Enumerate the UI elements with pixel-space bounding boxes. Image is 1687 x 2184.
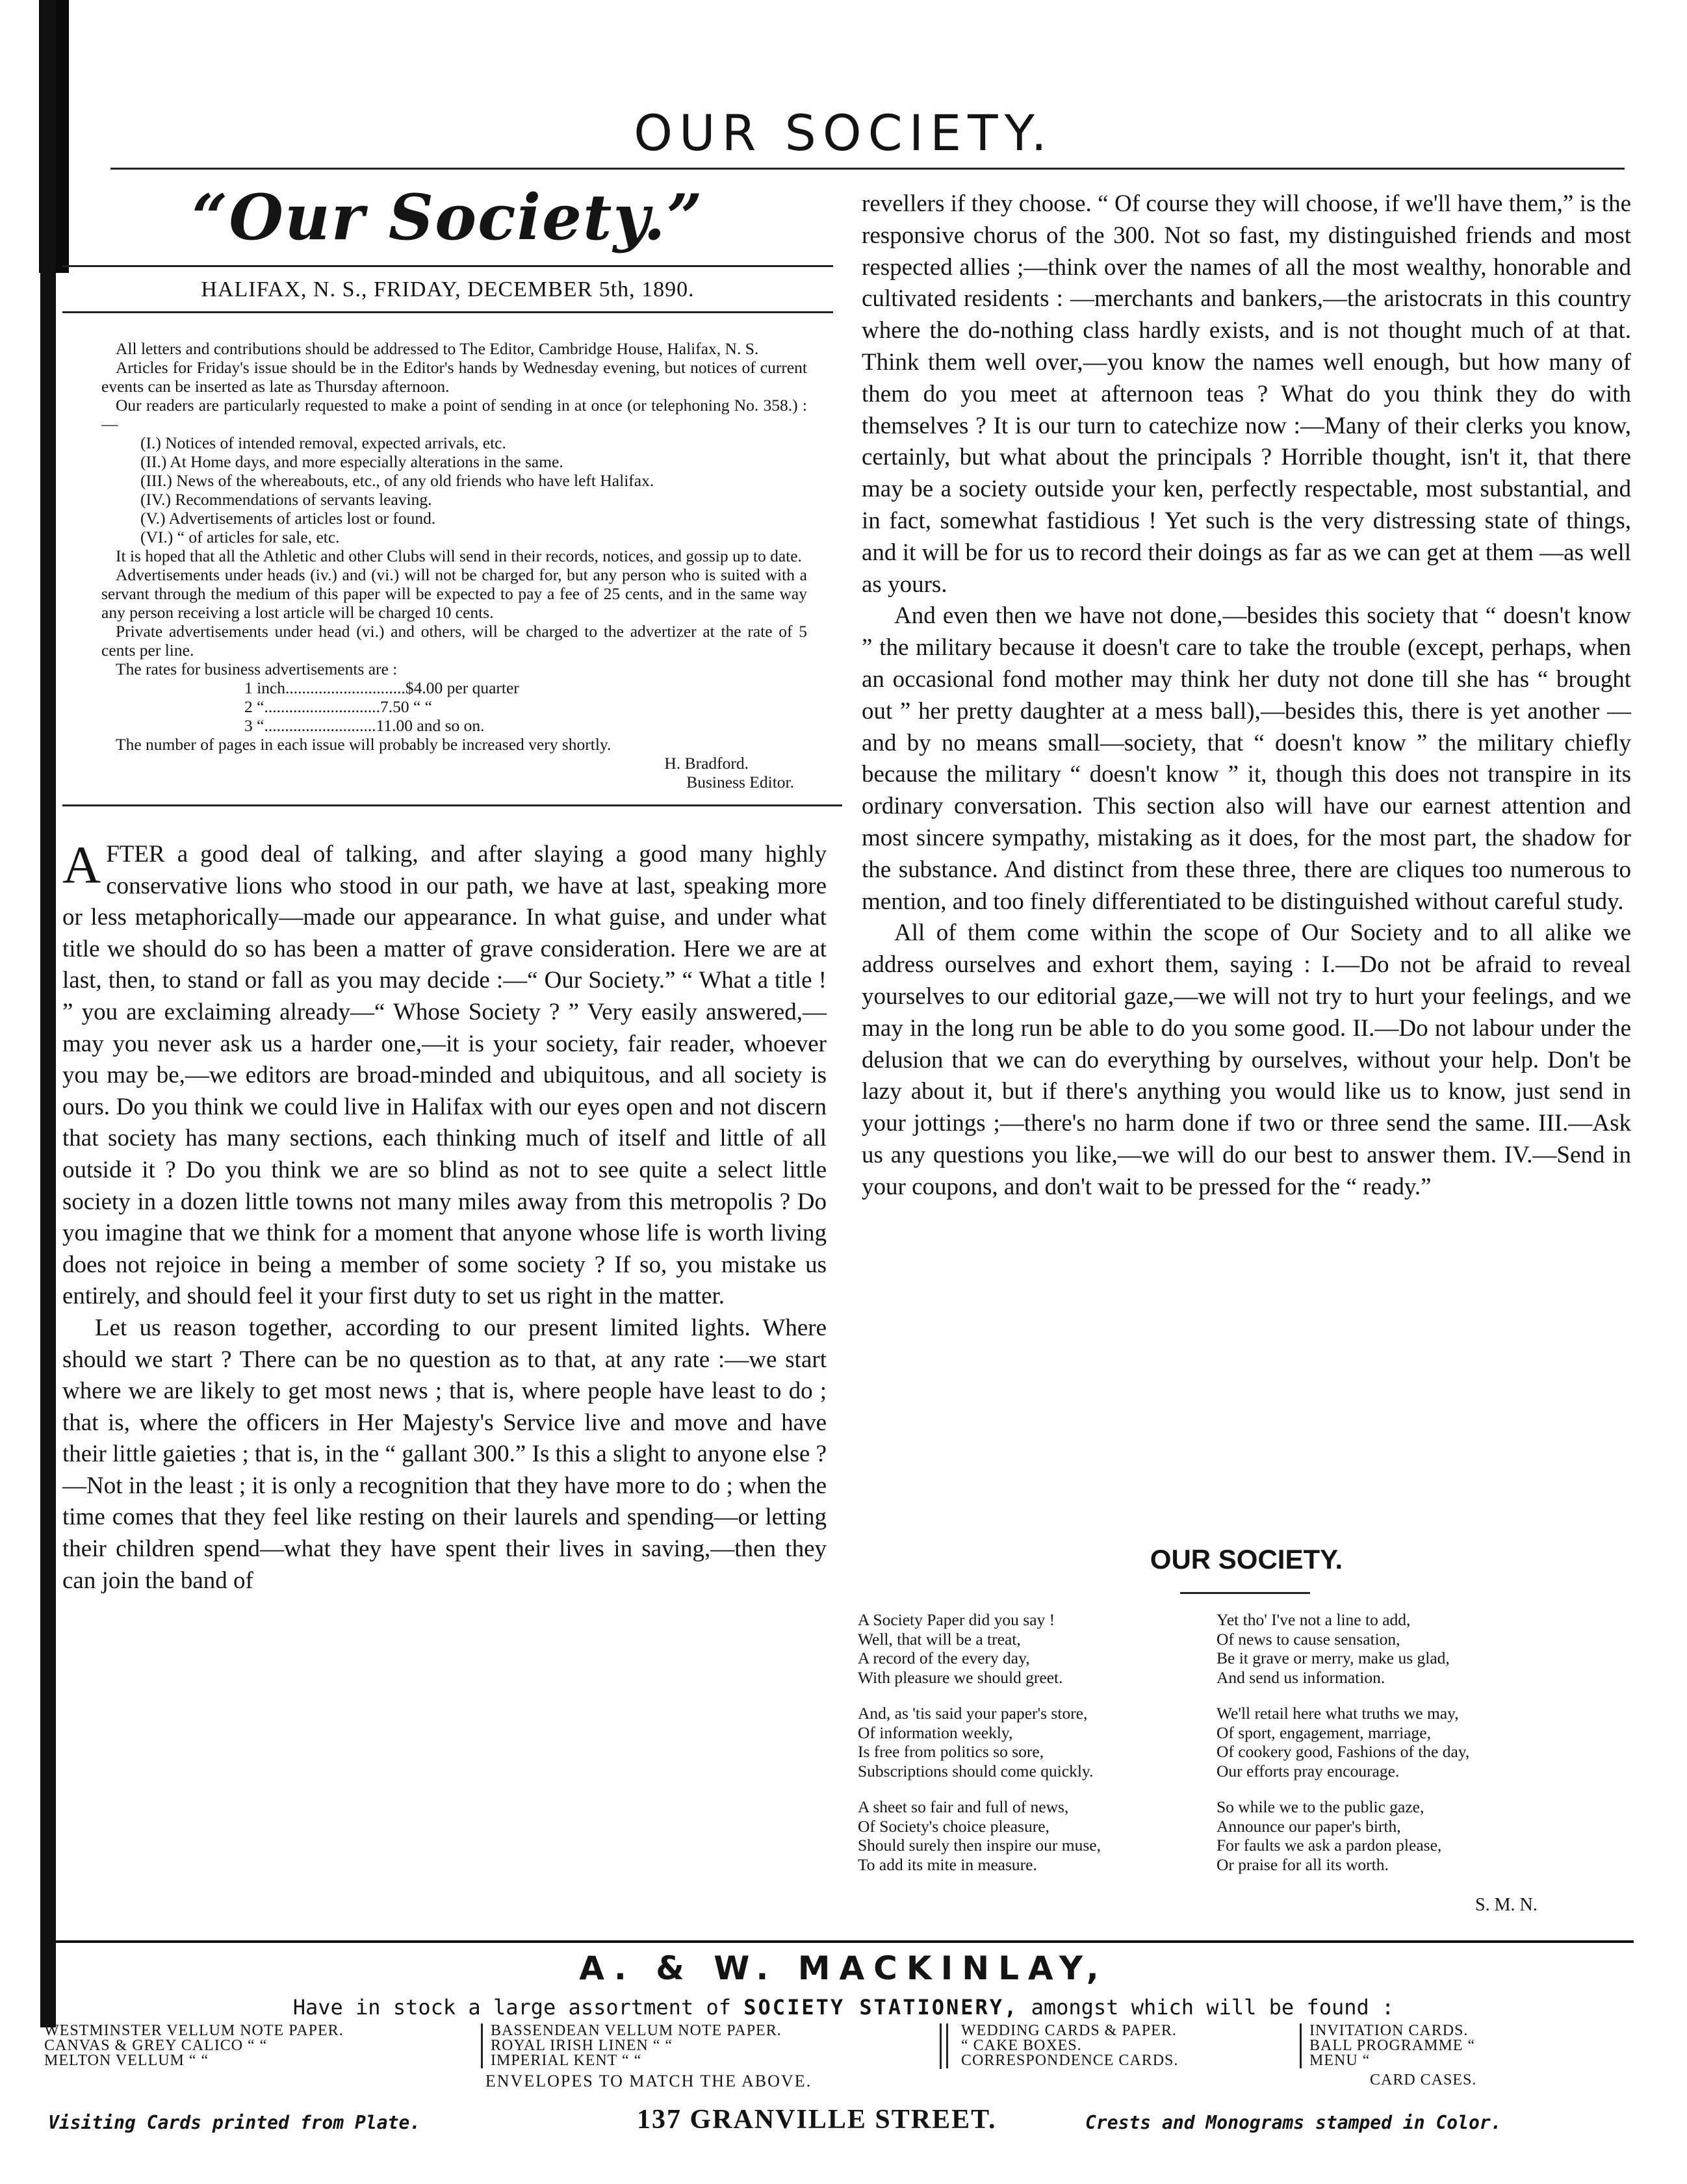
notice-paragraph: Private advertisements under head (vi.) and others, will be charged to the advertizer at the rate of 5 cents per line.: [101, 622, 807, 660]
ad-item: CANVAS & GREY CALICO “ “: [44, 2037, 268, 2054]
ad-item: ROYAL IRISH LINEN “ “: [491, 2037, 673, 2054]
binding-edge: [40, 0, 56, 2027]
editorial-paragraph: And even then we have not done,—besides this society that “ doesn't know ” the military because it doesn't care to take the trouble (except, perhaps, when an occasional fond mother may think her duty not done till she has “ brought out ” her pretty daughter at a mess ball),—besides this, there is yet another —and by no means small—society, that “ doesn't know ” the military chiefly because the military “ doesn't know ” it, though this does not transpire in its ordinary conversation. This section also will have our earnest attention and most sincere sympathy, mistaking as it does, for the most part, the shadow for the substance. And distinct from these three, there are cliques too numerous to mention, and too finely differentiated to be distinguished without careful study.: [862, 602, 1631, 915]
notice-paragraph: All letters and contributions should be addressed to The Editor, Cambridge House, Halifax, N. S.: [116, 339, 759, 358]
poem-line: Or praise for all its worth.: [1217, 1855, 1389, 1874]
notice-paragraph: The rates for business advertisements are :: [116, 660, 398, 678]
poem-line: Should surely then inspire our muse,: [858, 1836, 1101, 1855]
ad-item: MELTON VELLUM “ “: [44, 2052, 209, 2069]
ad-item: CORRESPONDENCE CARDS.: [961, 2052, 1179, 2069]
poem-signature: S. M. N.: [1475, 1895, 1538, 1915]
poem-stanza: [858, 1610, 1222, 1687]
poem-line: Of sport, engagement, marriage,: [1217, 1723, 1431, 1742]
advertisement-column: [44, 2023, 486, 2068]
notice-item: (VI.) “ of articles for sale, etc.: [140, 528, 340, 546]
poem-line: Of cookery good, Fashions of the day,: [1217, 1742, 1470, 1761]
poem-line: A Society Paper did you say !: [858, 1610, 1055, 1629]
notice-item: (III.) News of the whereabouts, etc., of any old friends who have left Halifax.: [140, 471, 654, 490]
notice-paragraph: Our readers are particularly requested to make a point of sending in at once (or telephoning No. 358.) :—: [101, 396, 807, 433]
masthead: “Our Society.”: [192, 181, 704, 254]
poem-line: Subscriptions should come quickly.: [858, 1761, 1094, 1780]
notice-item: (V.) Advertisements of articles lost or found.: [140, 509, 436, 528]
poem-line: Well, that will be a treat,: [858, 1629, 1021, 1649]
advertisement-divider: [940, 2023, 944, 2069]
poem-stanza: [1217, 1797, 1580, 1874]
poem-title: OUR SOCIETY.: [1150, 1544, 1343, 1574]
poem-line: Announce our paper's birth,: [1217, 1816, 1401, 1836]
editorial-paragraph: AFTER a good deal of talking, and after slaying a good many highly conservative lions who stood in our path, we have at last, speaking more or less metaphorically—made our appearance. In what guise, and under what title we should do so has been a matter of grave consideration. Here we are at last, then, to stand or fall as you may decide :—“ Our Society.” “ What a title ! ” you are exclaiming already—“ Whose Society ? ” Very easily answered,—may you never ask us a harder one,—it is your society, fair reader, whoever you may be,—we editors are broad-minded and ubiquitous, and all society is ours. Do you think we could live in Halifax with our eyes open and not discern that society has many sections, each thinking much of itself and little of all outside it ? Do you think we are so blind as not to see quite a select little society in a dozen little towns not many miles away from this metropolis ? Do you imagine that we think for a moment that anyone whose life is worth living does not rejoice in being a member of some society ? If so, you mistake us entirely, and should feel it your first duty to set us right in the matter.: [62, 835, 827, 1310]
poem-line: Of news to cause sensation,: [1217, 1629, 1400, 1649]
signature-title: Business Editor.: [686, 773, 794, 791]
advertisement-address: 137 GRANVILLE STREET.: [637, 2105, 997, 2135]
rate-row: 1 inch.............................$4.00 per quarter: [244, 678, 519, 697]
running-head-rule: [110, 168, 1625, 170]
advertisement-envelopes: ENVELOPES TO MATCH THE ABOVE.: [485, 2072, 812, 2090]
dateline: HALIFAX, N. S., FRIDAY, DECEMBER 5th, 1890.: [201, 277, 695, 302]
advertisement-column: [1300, 2023, 1612, 2068]
advertisement-column: [946, 2023, 1310, 2068]
notice-paragraph: It is hoped that all the Athletic and other Clubs will send in their records, notices, and gossip up to date.: [116, 546, 802, 565]
advertisement-rule: [48, 1940, 1634, 1943]
ad-item: INVITATION CARDS.: [1309, 2022, 1469, 2039]
notice-item: (I.) Notices of intended removal, expected arrivals, etc.: [140, 433, 506, 452]
notice-paragraph: Articles for Friday's issue should be in the Editor's hands by Wednesday evening, but notices of current events can be inserted as late as Thursday afternoon.: [101, 358, 807, 396]
poem-line: A sheet so fair and full of news,: [858, 1797, 1069, 1816]
rate-row: 2 “............................7.50 “ “: [244, 697, 432, 716]
rate-row: 3 “...........................11.00 and so on.: [244, 716, 485, 735]
poem-stanza: [858, 1704, 1222, 1780]
notice-item: (IV.) Recommendations of servants leaving.: [140, 490, 432, 509]
poem-line: Yet tho' I've not a line to add,: [1217, 1610, 1411, 1629]
drop-cap: A: [62, 835, 101, 894]
poem-line: Of information weekly,: [858, 1723, 1013, 1742]
poem-line: We'll retail here what truths we may,: [1217, 1704, 1459, 1723]
editorial-paragraph: Let us reason together, according to our present limited lights. Where should we start ? There can be no question as to that, at any rate :—we start where we are likely to get most news ; that is, where people have least to do ; that is, where the officers in Her Majesty's Service live and move and have their little gaieties ; that is, in the “ gallant 300.” Is this a slight to anyone else ?—Not in the least ; it is only a recognition that they have more to do ; when the time comes that they feel like resting on their laurels and spending—or letting their children spend—what they have spent their lives in saving,—then they can join the band of: [62, 1314, 827, 1594]
poem-line: So while we to the public gaze,: [1217, 1797, 1424, 1816]
advertisement-crests: Crests and Monograms stamped in Color.: [1085, 2112, 1502, 2133]
poem-stanza: [858, 1797, 1222, 1874]
poem-line: Is free from politics so sore,: [858, 1742, 1044, 1761]
running-head: OUR SOCIETY.: [634, 104, 1053, 162]
advertisement-column: [481, 2023, 923, 2068]
ad-item: MENU “: [1309, 2052, 1371, 2069]
ad-item: BASSENDEAN VELLUM NOTE PAPER.: [491, 2022, 782, 2039]
ad-item: BALL PROGRAMME “: [1309, 2037, 1476, 2054]
poem-line: And, as 'tis said your paper's store,: [858, 1704, 1088, 1723]
poem-line: For faults we ask a pardon please,: [1217, 1836, 1442, 1855]
notice-paragraph: Advertisements under heads (iv.) and (vi.) will not be charged for, but any person who is suited with a servant through the medium of this paper will be expected to pay a fee of 25 cents, and in the same way any person receiving a lost article will be charged 10 cents.: [101, 565, 807, 622]
poem-line: With pleasure we should greet.: [858, 1667, 1063, 1687]
poem-line: A record of the every day,: [858, 1649, 1030, 1667]
signature-name: H. Bradford.: [664, 754, 749, 773]
editorial-paragraph: revellers if they choose. “ Of course they will choose, if we'll have them,” is the responsive chorus of the 300. Not so fast, my distinguished friends and most respected allies ;—think over the names of all the most wealthy, honorable and cultivated residents : —merchants and bankers,—the aristocrats in this country where the do-nothing class hardly exists, and is not thought much of at that. Think them well over,—you know the names well enough, but how many of them do you meet at afternoon teas ? What do you think they do with themselves ? It is our turn to catechize now :—Many of their clerks you know, certainly, but what about the principals ? Horrible thought, isn't it, that there may be a society outside your ken, perfectly respectable, most substantial, and in fact, somewhat fastidious ! Yet such is the very distressing state of things, and it will be for us to record their doings as far as we can get at them —as well as yours.: [862, 190, 1631, 598]
advertisement-visiting-cards: Visiting Cards printed from Plate.: [48, 2112, 421, 2133]
advertisement-firm: A. & W. MACKINLAY,: [579, 1949, 1108, 1987]
notice-item: (II.) At Home days, and more especially alterations in the same.: [140, 452, 563, 471]
notices-block: [62, 339, 833, 791]
poem-rule: [1180, 1592, 1310, 1594]
ad-item: WEDDING CARDS & PAPER.: [961, 2022, 1177, 2039]
right-column: [862, 188, 1631, 1203]
editorial-paragraph: All of them come within the scope of Our Society and to all alike we address ourselves and exhort them, saying : I.—Do not be afraid to reveal yourselves to our editorial gaze,—we will not try to hurt your feelings, and we may in the long run be able to do you some good. II.—Do not labour under the delusion that we can do everything by ourselves, without your help. Don't be lazy about it, but if there's anything you would like us to know, just send in your jottings ;—there's no harm done if two or three send the same. III.—Ask us any questions you like,—we will do our best to answer them. IV.—Send in your coupons, and don't wait to be pressed for the “ ready.”: [862, 919, 1631, 1200]
poem-line: Of Society's choice pleasure,: [858, 1816, 1050, 1836]
ad-item: “ CAKE BOXES.: [961, 2037, 1082, 2054]
poem-line: To add its mite in measure.: [858, 1855, 1037, 1874]
poem-stanza: [1217, 1610, 1580, 1687]
notice-paragraph: The number of pages in each issue will probably be increased very shortly.: [116, 735, 612, 754]
poem-line: And send us information.: [1217, 1667, 1385, 1687]
notices-rule: [62, 804, 842, 806]
poem-line: Be it grave or merry, make us glad,: [1217, 1649, 1450, 1667]
poem-stanza: [1217, 1704, 1580, 1780]
poem-line: Our efforts pray encourage.: [1217, 1761, 1400, 1780]
advertisement-lead: Have in stock a large assortment of SOCIETY STATIONERY, amongst which will be found :: [292, 1995, 1395, 2020]
ad-item: IMPERIAL KENT “ “: [491, 2052, 642, 2069]
dateline-rule-bottom: [62, 311, 833, 313]
poem-right-column: [1217, 1610, 1580, 1891]
poem-left-column: [858, 1610, 1222, 1891]
ad-item: WESTMINSTER VELLUM NOTE PAPER.: [44, 2022, 344, 2039]
rates-table: [101, 678, 807, 735]
editorial-left: [62, 835, 833, 1597]
left-column: [62, 175, 833, 1597]
advertisement-card-cases: CARD CASES.: [1370, 2072, 1477, 2088]
